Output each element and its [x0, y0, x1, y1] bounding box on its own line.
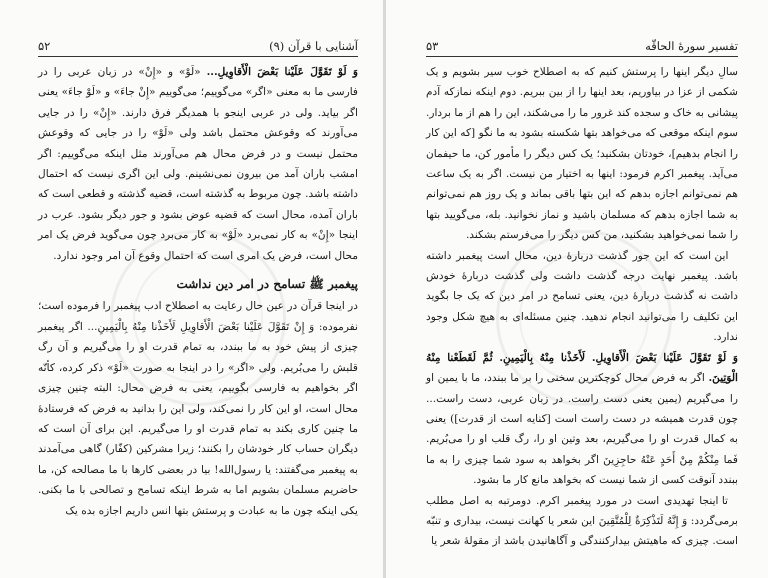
quran-verse: وَ لَوْ تَقَوَّلَ عَلَیْنا بَعْضَ الْأَقاوِیلِ. لَأَخَذْنا مِنْهُ بِالْیَمِینِ. ثُمَّ لَقَطَعْنا مِنْهُ الْوَتِینَ.	[426, 351, 738, 385]
section-title: پیغمبر ﷺ تسامح در امر دین نداشت	[176, 277, 358, 292]
running-title: آشنایی با قرآن (۹)	[269, 39, 358, 53]
right-page	[386, 0, 768, 578]
page-number: ۵۳	[426, 39, 439, 53]
paragraph	[426, 348, 738, 491]
paragraph	[38, 296, 358, 520]
paragraph	[426, 491, 738, 552]
right-page-header	[426, 38, 738, 57]
left-page-header	[38, 38, 358, 57]
left-page-body	[38, 62, 358, 521]
paragraph	[426, 62, 738, 246]
right-page-body	[426, 62, 738, 552]
paragraph-text: این است که این جور گذشت دربارهٔ دین، محال است پیغمبر داشته باشد. پیغمبر نهایت درجه گذشت داشت ولی گذشت دربارهٔ خودش داشت نه گذشت دربارهٔ دین، یعنی تسامح در امر دین که یک جا بگوید این تکلیف را می‌توانید انجام ندهید. چنین مسئله‌ای به هیچ شکل وجود ندارد.	[426, 249, 738, 344]
paragraph	[426, 246, 738, 348]
paragraph-text: در اینجا قرآن در عین حال رعایت به اصطلاح ادب پیغمبر را فرموده است؛ نفرموده: وَ إِنْ تَقَوَّلَ عَلَیْنا بَعْضَ الْأَقاوِیلِ لَأَخَذْنا مِنْهُ بِالْیَمِینِ... اگر پیغمبر چیزی از پیش خود به ما ببندد، به تمام قدرت او را می‌گیریم و آن رگ قلبش را می‌بُریم. ولی «اگر» را در اینجا به صورت «لَوْ» ذکر کرده، کأنّه اگر بخواهیم به فارسی بگوییم، یعنی به فرض محال: البته چنین چیزی محال است، او این کار را نمی‌کند، ولی این را بدانید به فرض که فرستادهٔ ما چنین کاری بکند به تمام قدرت او را می‌گیریم. این برای آن است که دیگران حساب کار خودشان را بکنند؛ زیرا مشرکین (کفّار) گاهی می‌آمدند به پیغمبر می‌گفتند: یا رسول‌الله! بیا در بعضی کارها با ما مصالحه کن، ما حاضریم مسلمان بشویم اما به شرط اینکه تسامح و تصالحی با ما بکنی. یکی اینکه چون ما به عبادت و پرستش بتها انس داریم اجازه بده یک	[38, 300, 358, 517]
paragraph-text: «لَوْ» و «إِنْ» در زبان عربی را در فارسی ما به معنی «اگر» می‌گوییم؛ می‌گوییم «إِنْ جاءَ» و «لَوْ جاءَ» یعنی اگر بیاید. ولی در عربی اینجو با همدیگر فرق دارند. «إِنْ» را در جایی می‌آورند که وقوعش محتمل باشد ولی «لَوْ» را در جایی که وقوعش محتمل نیست و در فرض محال هم می‌آورند مثل اینکه می‌گوییم: اگر امشب باران آمد من بیرون نمی‌نشینم. ولی این اگری نیست که احتمال داشته باشد. چون مربوط به گذشته است، قضیه گذشته و قطعی است که باران آمده، محال است که قضیه عوض بشود و جور دیگر بشود. عرب در اینجا «إِنْ» به کار نمی‌برد «لَوْ» به کار می‌برد چون می‌گوید فرض یک امر محال است، فرض یک امری است که احتمال وقوع آن امر وجود ندارد.	[38, 66, 358, 262]
running-title: تفسیر سورهٔ الحاقّه	[645, 39, 738, 53]
paragraph-text: اگر به فرض محال کوچکترین سخنی را بر ما ببندد، ما با یمین او را می‌گیریم (یمین یعنی دست راست. در زبان عربی، دست راست... چون قدرت همیشه در دست راست است [کنایه است از قدرت]) یعنی به کمال قدرت او را می‌گیریم، بعد وتین او را، رگ قلب او را می‌بُریم. فَما مِنْکُمْ مِنْ أَحَدٍ عَنْهُ حاجِزِینَ اگر بخواهد به سود شما چیزی را به ما ببندد آنوقت کسی از شما نیست که بخواهد مانع کار ما بشود.	[426, 372, 738, 487]
paragraph-text: تا اینجا تهدیدی است در مورد پیغمبر اکرم. دومرتبه به اصل مطلب برمی‌گردد: وَ إِنَّهُ لَتَذْکِرَةٌ لِلْمُتَّقِینَ این شعر یا کهانت نیست، بیداری و تنبّه است. چیزی که ماهیتش بیدارکنندگی و آگاهانیدن باشد از مقولهٔ شعر یا	[426, 494, 738, 548]
quran-verse: وَ لَوْ تَقَوَّلَ عَلَیْنا بَعْضَ الْأَقاوِیلِ...	[206, 66, 358, 78]
paragraph-text: سالِ دیگر اینها را پرستش کنیم که به اصطلاح خوب سیر بشویم و یک شکمی از عزا در بیاوریم، بعد اینها را از بین ببریم. دوم اینکه نمازکه آدم پیشانی به خاک و سجده کند غرور ما را می‌شکند، این را هم از ما بردار. سوم اینکه موقعی که می‌خواهد بتها شکسته بشود به ما نگو [که این کار را انجام بدهیم]، خودتان بشکنید؛ یک کس دیگر را مأمور کن، ما حیفمان می‌آید. پیغمبر اکرم فرمود: اینها به اختیار من نیست. اگر به یک ساعت هم نمی‌توانم اجازه بدهم که این بتها باقی بماند و یک روز هم نمی‌توانم به شما اجازه بدهم که مسلمان باشید و نماز نخوانید. بله، می‌گویید بتها را شما نمی‌خواهید بشکنید، من کس دیگر را می‌فرستم بشکند.	[426, 66, 738, 242]
paragraph	[38, 62, 358, 266]
page-number: ۵۲	[38, 39, 51, 53]
